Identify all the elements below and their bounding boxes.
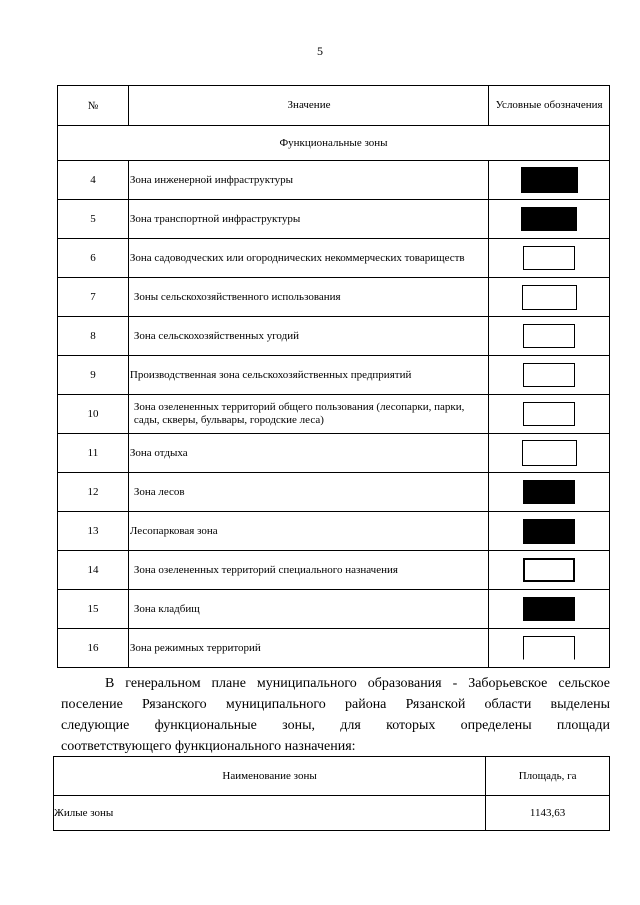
row-number: 10	[58, 395, 129, 434]
zone-area: 1143,63	[486, 796, 610, 831]
outlined-rect-icon	[523, 363, 575, 387]
black-filled-rect-icon	[523, 480, 575, 504]
header-meaning: Значение	[128, 86, 488, 126]
legend-symbol-cell	[489, 395, 610, 434]
row-number: 9	[58, 356, 129, 395]
legend-symbol-cell	[489, 512, 610, 551]
legend-symbol-cell	[489, 317, 610, 356]
outlined-rect-icon	[523, 636, 575, 660]
black-filled-rect-icon	[521, 207, 577, 231]
black-filled-rect-icon	[523, 597, 575, 621]
functional-zones-legend-table	[57, 85, 610, 668]
legend-symbol-cell	[489, 200, 610, 239]
paragraph-line: следующие функциональные зоны, для которых определены площади	[61, 718, 610, 733]
row-number: 14	[58, 551, 129, 590]
row-number: 12	[58, 473, 129, 512]
table-row	[58, 551, 610, 590]
section-row	[58, 126, 610, 161]
table-row	[58, 434, 610, 473]
legend-symbol-cell	[489, 590, 610, 629]
legend-symbol-cell	[489, 239, 610, 278]
table-row	[58, 395, 610, 434]
zone-name: Жилые зоны	[54, 796, 486, 831]
legend-symbol-cell	[489, 629, 610, 668]
row-number: 13	[58, 512, 129, 551]
table-row	[58, 239, 610, 278]
legend-symbol-cell	[489, 356, 610, 395]
row-number: 5	[58, 200, 129, 239]
row-label: Лесопарковая зона	[128, 512, 488, 551]
legend-symbol-cell	[489, 161, 610, 200]
table-row	[58, 317, 610, 356]
table-row	[58, 590, 610, 629]
table-row	[58, 278, 610, 317]
outlined-rect-icon	[522, 285, 577, 310]
header-symbol: Условные обозначения	[489, 86, 610, 126]
row-label: Зона сельскохозяйственных угодий	[128, 317, 488, 356]
row-number: 4	[58, 161, 129, 200]
row-label: Зона отдыха	[128, 434, 488, 473]
row-number: 6	[58, 239, 129, 278]
black-filled-rect-icon	[523, 519, 575, 544]
paragraph-line: В генеральном плане муниципального образования - Заборьевское сельское	[105, 676, 610, 691]
row-label: Зона транспортной инфраструктуры	[128, 200, 488, 239]
table-row	[58, 473, 610, 512]
header-number: №	[58, 86, 129, 126]
legend-symbol-cell	[489, 278, 610, 317]
header-zone-name: Наименование зоны	[54, 757, 486, 796]
black-filled-rect-icon	[521, 167, 578, 193]
header-area: Площадь, га	[486, 757, 610, 796]
row-number: 7	[58, 278, 129, 317]
row-label: Зона озелененных территорий общего пользования (лесопарки, парки, сады, скверы, бульвары, городские леса)	[128, 395, 488, 434]
row-label: Зона садоводческих или огороднических некоммерческих товариществ	[128, 239, 488, 278]
body-paragraph	[61, 673, 610, 757]
legend-header-row	[58, 86, 610, 126]
paragraph-line: соответствующего функционального назначения:	[61, 739, 356, 754]
table-row	[58, 161, 610, 200]
row-label: Зона озелененных территорий специального назначения	[128, 551, 488, 590]
table-row	[58, 356, 610, 395]
zone-area-table	[53, 756, 610, 831]
row-label: Зона лесов	[128, 473, 488, 512]
outlined-rect-icon	[523, 558, 575, 582]
legend-symbol-cell	[489, 551, 610, 590]
row-label: Производственная зона сельскохозяйственных предприятий	[128, 356, 488, 395]
outlined-rect-icon	[522, 440, 577, 466]
row-number: 15	[58, 590, 129, 629]
paragraph-line: поселение Рязанского муниципального района Рязанской области выделены	[61, 697, 610, 712]
area-header-row	[54, 757, 610, 796]
row-number: 11	[58, 434, 129, 473]
table-row	[58, 629, 610, 668]
table-row	[58, 200, 610, 239]
outlined-rect-icon	[523, 402, 575, 426]
page-number: 5	[317, 44, 323, 58]
table-row	[58, 512, 610, 551]
row-number: 16	[58, 629, 129, 668]
legend-symbol-cell	[489, 434, 610, 473]
section-title: Функциональные зоны	[58, 126, 610, 161]
outlined-rect-icon	[523, 246, 575, 270]
table-row	[54, 796, 610, 831]
row-label: Зона кладбищ	[128, 590, 488, 629]
row-label: Зоны сельскохозяйственного использования	[128, 278, 488, 317]
row-label: Зона инженерной инфраструктуры	[128, 161, 488, 200]
outlined-rect-icon	[523, 324, 575, 348]
row-label: Зона режимных территорий	[128, 629, 488, 668]
row-number: 8	[58, 317, 129, 356]
legend-symbol-cell	[489, 473, 610, 512]
